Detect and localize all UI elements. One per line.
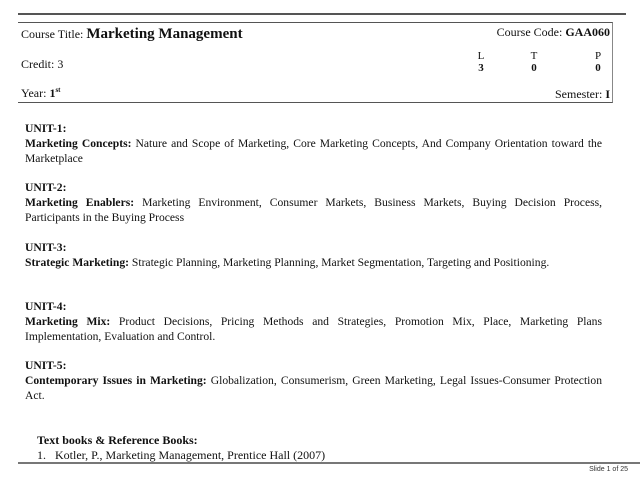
unit-body: Marketing Environment, Consumer Markets, Business Markets, Buying Decision Process, Participants in the Buying Process	[25, 196, 603, 224]
top-rule	[18, 13, 626, 15]
unit-title: UNIT-5:	[25, 359, 67, 372]
semester-label: Semester:	[555, 87, 603, 101]
semester	[555, 87, 610, 102]
ltp-value: 3	[478, 62, 484, 74]
unit-title: UNIT-4:	[25, 300, 67, 313]
ltp-value: 0	[531, 62, 537, 74]
course-title-label: Course Title:	[21, 27, 84, 41]
year-value: 1	[49, 86, 56, 100]
ltp-key: T	[530, 50, 538, 62]
year-sup: st	[55, 86, 61, 94]
year-label: Year:	[21, 86, 47, 100]
ltp-key: P	[594, 50, 602, 62]
books-title: Text books & Reference Books:	[37, 433, 198, 447]
unit-4	[25, 299, 602, 344]
unit-1	[25, 121, 602, 166]
unit-body: Globalization, Consumerism, Green Marketing, Legal Issues-Consumer Protection Act.	[25, 374, 602, 402]
unit-title: UNIT-1:	[25, 122, 67, 135]
course-title-value: Marketing Management	[86, 26, 243, 42]
semester-value: I	[605, 87, 610, 101]
book-item: 1. Kotler, P., Marketing Management, Prentice Hall (2007)	[37, 448, 326, 462]
course-code-label: Course Code:	[496, 25, 563, 39]
course-title	[21, 26, 243, 43]
ltp-key: L	[477, 50, 485, 62]
unit-heading: Marketing Mix:	[25, 315, 111, 328]
ltp-l	[474, 50, 488, 74]
unit-body: Product Decisions, Pricing Methods and Strategies, Promotion Mix, Place, Marketing Plans Implementation, Evaluation and Control.	[25, 315, 602, 343]
ltp-p	[591, 50, 605, 74]
unit-heading: Marketing Enablers:	[25, 196, 135, 209]
unit-title: UNIT-2:	[25, 181, 67, 194]
ltp-value: 0	[595, 62, 601, 74]
credit: Credit: 3	[21, 57, 64, 71]
unit-body: Strategic Planning, Marketing Planning, Market Segmentation, Targeting and Positioning.	[129, 256, 550, 269]
unit-heading: Contemporary Issues in Marketing:	[25, 374, 207, 387]
unit-title: UNIT-3:	[25, 241, 67, 254]
ltp-t	[527, 50, 541, 74]
unit-5	[25, 358, 602, 403]
unit-body: Nature and Scope of Marketing, Core Marketing Concepts, And Company Orientation toward the Marketplace	[25, 137, 603, 165]
course-code	[497, 25, 610, 40]
unit-2	[25, 180, 602, 225]
year	[21, 86, 61, 101]
unit-3	[25, 240, 602, 270]
slide-number: Slide 1 of 25	[589, 466, 628, 473]
unit-heading: Marketing Concepts:	[25, 137, 132, 150]
unit-heading: Strategic Marketing:	[25, 256, 129, 269]
bottom-rule	[18, 462, 640, 464]
course-code-value: GAA060	[565, 25, 610, 39]
